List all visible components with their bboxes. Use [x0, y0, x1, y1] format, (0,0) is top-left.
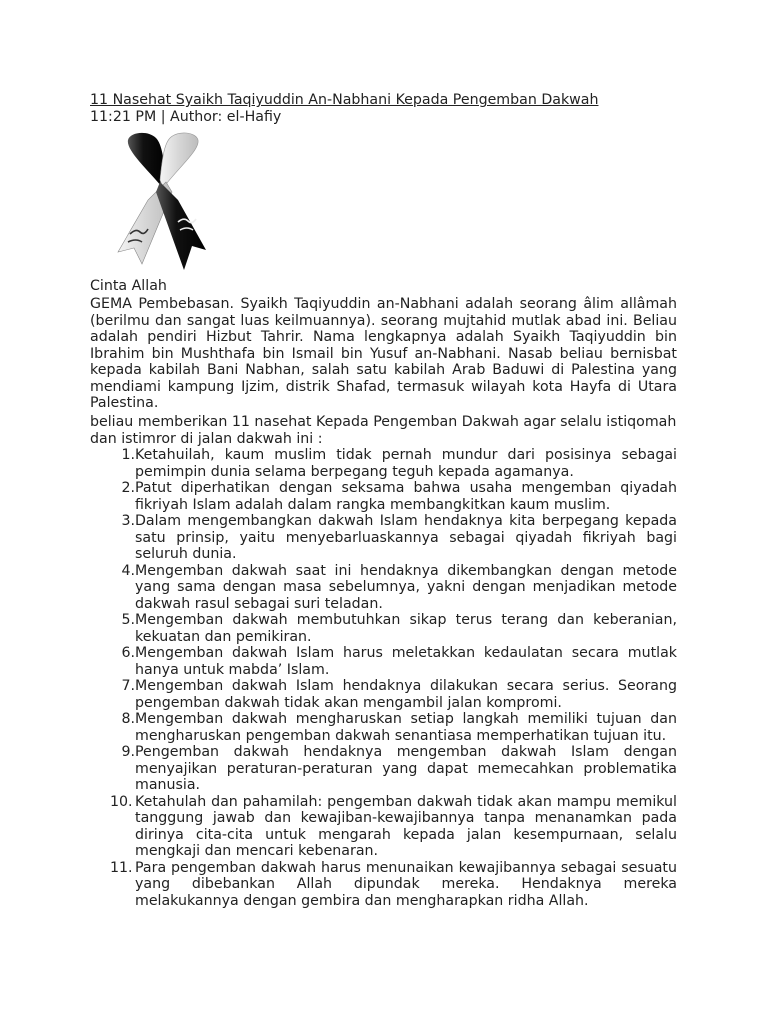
list-item [90, 711, 677, 744]
list-number: 1. [121, 447, 135, 463]
list-item [90, 447, 677, 480]
list-number: 5. [121, 612, 135, 628]
list-item [90, 563, 677, 613]
list-text: Patut diperhatikan dengan seksama bahwa usaha mengemban qiyadah fikriyah Islam adalah dalam rangka membangkitkan kaum muslim. [135, 480, 677, 513]
section-heading: Cinta Allah [90, 278, 167, 294]
list-number: 4. [121, 562, 135, 579]
list-number: 3. [121, 513, 135, 529]
list-text: Para pengemban dakwah harus menunaikan kewajibannya sebagai sesuatu yang dibebankan Allah dipundak mereka. Hendaknya mereka melakukannya dengan gembira dan mengharapkan ridha Allah. [135, 859, 677, 909]
list-number: 9. [121, 744, 135, 760]
list-text: Mengemban dakwah Islam hendaknya dilakukan secara serius. Seorang pengemban dakwah tidak akan mengambil jalan kompromi. [135, 678, 677, 711]
list-number: 6. [121, 645, 135, 661]
list-text: Pengemban dakwah hendaknya mengemban dakwah Islam dengan menyajikan peraturan-peraturan yang dapat memecahkan problematika manusia. [135, 744, 677, 793]
list-item [90, 513, 677, 563]
list-text: Mengemban dakwah saat ini hendaknya dikembangkan dengan metode yang sama dengan masa sebelumnya, yakni dengan menjadikan metode dakwah rasul sebagai suri teladan. [135, 562, 677, 612]
list-item [90, 645, 677, 678]
list-text: Mengemban dakwah membutuhkan sikap terus terang dan keberanian, kekuatan dan pemikiran. [135, 612, 677, 645]
advice-list [90, 447, 677, 909]
list-text: Mengemban dakwah Islam harus meletakkan kedaulatan secara mutlak hanya untuk mabda’ Islam. [135, 645, 677, 678]
list-number: 11. [110, 859, 133, 876]
list-item [90, 612, 677, 645]
list-number: 2. [121, 480, 135, 496]
list-number: 10. [110, 793, 133, 810]
list-item [90, 480, 677, 513]
list-text: Ketahuilah, kaum muslim tidak pernah mundur dari posisinya sebagai pemimpin dunia selama berpegang teguh kepada agamanya. [135, 447, 677, 480]
post-meta: 11:21 PM | Author: el-Hafiy [90, 109, 282, 125]
list-item [90, 678, 677, 711]
list-text: Mengemban dakwah mengharuskan setiap langkah memiliki tujuan dan mengharuskan pengemban dakwah senantiasa memperhatikan tujuan itu. [135, 711, 677, 744]
list-item [90, 744, 677, 794]
lead-paragraph: beliau memberikan 11 nasehat Kepada Pengemban Dakwah agar selalu istiqomah dan istimror di jalan dakwah ini : [90, 414, 677, 447]
list-text: Dalam mengembangkan dakwah Islam hendaknya kita berpegang kepada satu prinsip, yaitu menyebarluaskannya sebagai qiyadah fikriyah bagi seluruh dunia. [135, 513, 677, 562]
article-title[interactable]: 11 Nasehat Syaikh Taqiyuddin An-Nabhani Kepada Pengemban Dakwah [90, 92, 599, 108]
list-number: 8. [121, 711, 135, 727]
intro-paragraph: GEMA Pembebasan. Syaikh Taqiyuddin an-Nabhani adalah seorang âlim allâmah (berilmu dan sangat luas keilmuannya). seorang mujtahid mutlak abad ini. Beliau adalah pendiri Hizbut Tahrir. Nama lengkapnya adalah Syaikh Taqiyuddin bin Ibrahim bin Mushthafa bin Ismail bin Yusuf an-Nabhani. Nasab beliau bernisbat kepada kabilah Bani Nabhan, salah satu kabilah Arab Baduwi di Palestina yang mendiami kampung Ijzim, distrik Shafad, termasuk wilayah kota Hayfa di Utara Palestina. [90, 296, 677, 411]
list-item [90, 860, 677, 910]
list-item [90, 794, 677, 860]
black-white-ribbon-icon [108, 130, 218, 275]
list-number: 7. [121, 678, 135, 694]
list-text: Ketahulah dan pahamilah: pengemban dakwah tidak akan mampu memikul tanggung jawab dan kewajiban-kewajibannya tanpa menanamkan pada dirinya cita-cita untuk mengarah kepada jalan kesempurnaan, selalu mengkaji dan mencari kebenaran. [135, 793, 677, 859]
